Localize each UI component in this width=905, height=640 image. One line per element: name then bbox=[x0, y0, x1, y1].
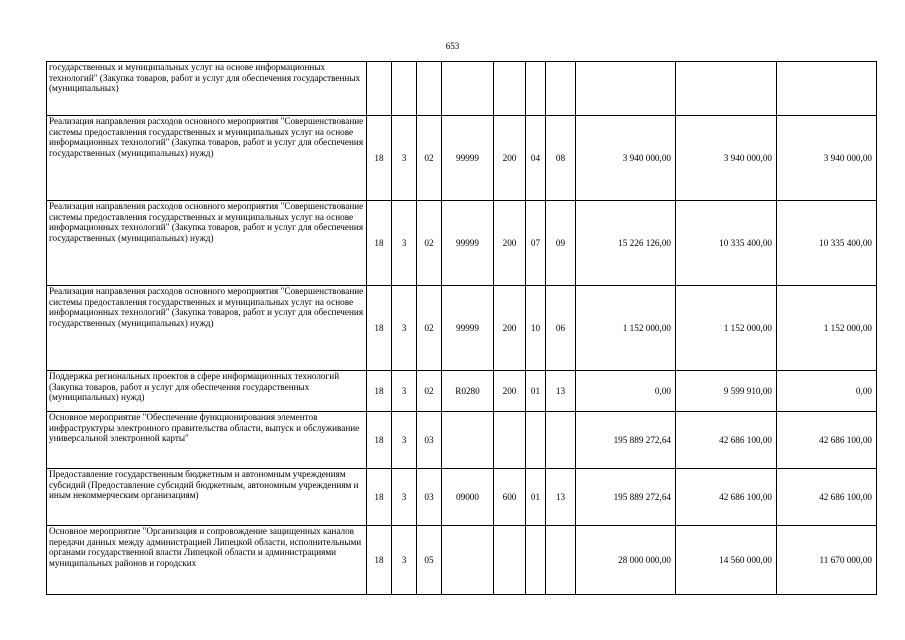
row-description: государственных и муниципальных услуг на основе информационных технологий" (Закупка товаров, работ и услуг для обеспечения государственных (муниципальных) bbox=[47, 62, 367, 116]
code-admin: 18 bbox=[367, 469, 392, 526]
table-row bbox=[47, 412, 877, 469]
code-admin: 18 bbox=[367, 526, 392, 595]
code-target: R0280 bbox=[442, 371, 494, 412]
code-program bbox=[392, 62, 417, 116]
code-expense-type: 600 bbox=[494, 469, 526, 526]
code-admin: 18 bbox=[367, 286, 392, 371]
code-target bbox=[442, 412, 494, 469]
code-section bbox=[526, 412, 546, 469]
table-row bbox=[47, 371, 877, 412]
table-row bbox=[47, 469, 877, 526]
code-subsection: 09 bbox=[546, 201, 576, 286]
amount-year-1: 0,00 bbox=[576, 371, 676, 412]
code-section: 07 bbox=[526, 201, 546, 286]
code-admin bbox=[367, 62, 392, 116]
budget-table bbox=[46, 61, 877, 595]
code-expense-type: 200 bbox=[494, 116, 526, 201]
code-expense-type: 200 bbox=[494, 371, 526, 412]
code-subsection: 13 bbox=[546, 469, 576, 526]
code-section: 01 bbox=[526, 469, 546, 526]
code-section: 10 bbox=[526, 286, 546, 371]
code-program: 3 bbox=[392, 371, 417, 412]
row-description: Основное мероприятие "Обеспечение функционирования элементов инфраструктуры электронного правительства области, выпуск и обслуживание универсальной электронной карты" bbox=[47, 412, 367, 469]
code-section bbox=[526, 526, 546, 595]
amount-year-2: 10 335 400,00 bbox=[676, 201, 777, 286]
code-subprogram: 02 bbox=[417, 371, 442, 412]
amount-year-3: 1 152 000,00 bbox=[777, 286, 877, 371]
amount-year-1: 1 152 000,00 bbox=[576, 286, 676, 371]
amount-year-3 bbox=[777, 62, 877, 116]
table-row bbox=[47, 286, 877, 371]
code-section: 01 bbox=[526, 371, 546, 412]
row-description: Основное мероприятие "Организация и сопровождение защищенных каналов передачи данных между администрацией Липецкой области, исполнительными органами государственной власти Липецкой области и администрациями муниципальных районов и городских bbox=[47, 526, 367, 595]
code-admin: 18 bbox=[367, 201, 392, 286]
code-target bbox=[442, 526, 494, 595]
code-program: 3 bbox=[392, 412, 417, 469]
page-number: 653 bbox=[445, 41, 460, 51]
code-subsection bbox=[546, 526, 576, 595]
amount-year-1: 28 000 000,00 bbox=[576, 526, 676, 595]
amount-year-3: 11 670 000,00 bbox=[777, 526, 877, 595]
code-program: 3 bbox=[392, 469, 417, 526]
table-row bbox=[47, 201, 877, 286]
amount-year-3: 42 686 100,00 bbox=[777, 469, 877, 526]
code-subprogram: 02 bbox=[417, 116, 442, 201]
amount-year-3: 3 940 000,00 bbox=[777, 116, 877, 201]
code-subsection: 06 bbox=[546, 286, 576, 371]
code-program: 3 bbox=[392, 201, 417, 286]
row-description: Реализация направления расходов основного мероприятия "Совершенствование системы предоставления государственных и муниципальных услуг на основе информационных технологий" (Закупка товаров, работ и услуг для обеспечения государственных (муниципальных) нужд) bbox=[47, 116, 367, 201]
code-section: 04 bbox=[526, 116, 546, 201]
amount-year-3: 0,00 bbox=[777, 371, 877, 412]
code-program: 3 bbox=[392, 526, 417, 595]
code-target: 09000 bbox=[442, 469, 494, 526]
code-subsection bbox=[546, 62, 576, 116]
code-subprogram: 02 bbox=[417, 286, 442, 371]
amount-year-1 bbox=[576, 62, 676, 116]
amount-year-1: 3 940 000,00 bbox=[576, 116, 676, 201]
amount-year-2: 42 686 100,00 bbox=[676, 412, 777, 469]
code-target: 99999 bbox=[442, 286, 494, 371]
code-admin: 18 bbox=[367, 412, 392, 469]
code-program: 3 bbox=[392, 286, 417, 371]
code-expense-type: 200 bbox=[494, 286, 526, 371]
amount-year-2: 3 940 000,00 bbox=[676, 116, 777, 201]
amount-year-1: 15 226 126,00 bbox=[576, 201, 676, 286]
code-admin: 18 bbox=[367, 371, 392, 412]
amount-year-2: 14 560 000,00 bbox=[676, 526, 777, 595]
code-target: 99999 bbox=[442, 116, 494, 201]
code-subsection: 13 bbox=[546, 371, 576, 412]
row-description: Реализация направления расходов основного мероприятия "Совершенствование системы предоставления государственных и муниципальных услуг на основе информационных технологий" (Закупка товаров, работ и услуг для обеспечения государственных (муниципальных) нужд) bbox=[47, 201, 367, 286]
code-subsection: 08 bbox=[546, 116, 576, 201]
code-subprogram: 03 bbox=[417, 412, 442, 469]
amount-year-2: 9 599 910,00 bbox=[676, 371, 777, 412]
code-expense-type: 200 bbox=[494, 201, 526, 286]
table-row bbox=[47, 116, 877, 201]
amount-year-2: 42 686 100,00 bbox=[676, 469, 777, 526]
table-row bbox=[47, 62, 877, 116]
code-subprogram: 05 bbox=[417, 526, 442, 595]
table-row bbox=[47, 526, 877, 595]
code-expense-type bbox=[494, 526, 526, 595]
code-subprogram bbox=[417, 62, 442, 116]
row-description: Реализация направления расходов основного мероприятия "Совершенствование системы предоставления государственных и муниципальных услуг на основе информационных технологий" (Закупка товаров, работ и услуг для обеспечения государственных (муниципальных) нужд) bbox=[47, 286, 367, 371]
code-subprogram: 03 bbox=[417, 469, 442, 526]
code-subprogram: 02 bbox=[417, 201, 442, 286]
row-description: Предоставление государственным бюджетным и автономным учреждениям субсидий (Предоставление субсидий бюджетным, автономным учреждениям и иным некоммерческим организациям) bbox=[47, 469, 367, 526]
amount-year-1: 195 889 272,64 bbox=[576, 412, 676, 469]
code-target bbox=[442, 62, 494, 116]
amount-year-3: 42 686 100,00 bbox=[777, 412, 877, 469]
amount-year-3: 10 335 400,00 bbox=[777, 201, 877, 286]
code-admin: 18 bbox=[367, 116, 392, 201]
amount-year-2 bbox=[676, 62, 777, 116]
code-section bbox=[526, 62, 546, 116]
code-program: 3 bbox=[392, 116, 417, 201]
amount-year-2: 1 152 000,00 bbox=[676, 286, 777, 371]
code-subsection bbox=[546, 412, 576, 469]
row-description: Поддержка региональных проектов в сфере информационных технологий (Закупка товаров, работ и услуг для обеспечения государственных (муниципальных) нужд) bbox=[47, 371, 367, 412]
code-expense-type bbox=[494, 412, 526, 469]
code-expense-type bbox=[494, 62, 526, 116]
amount-year-1: 195 889 272,64 bbox=[576, 469, 676, 526]
code-target: 99999 bbox=[442, 201, 494, 286]
